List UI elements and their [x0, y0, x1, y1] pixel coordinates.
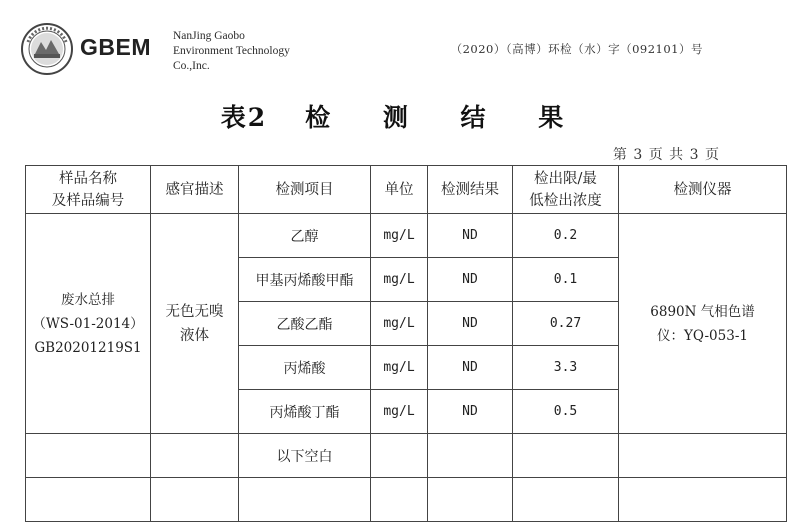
empty-cell — [513, 478, 619, 522]
document-title — [0, 98, 806, 134]
empty-cell — [428, 478, 513, 522]
page-info: 第 3 页 共 3 页 — [612, 147, 720, 163]
title-text: 检 测 结 果 — [305, 103, 586, 132]
unit-cell: mg/L — [371, 390, 428, 434]
company-seal-logo — [20, 22, 74, 76]
header-instrument: 检测仪器 — [619, 166, 787, 214]
empty-cell — [619, 434, 787, 478]
header-sample: 样品名称 及样品编号 — [26, 166, 151, 214]
header-unit: 单位 — [371, 166, 428, 214]
empty-cell — [151, 478, 239, 522]
unit-cell: mg/L — [371, 258, 428, 302]
empty-cell — [371, 434, 428, 478]
item-cell: 乙酸乙酯 — [239, 302, 371, 346]
empty-cell — [428, 434, 513, 478]
table-row-end-note — [26, 434, 787, 478]
header-item: 检测项目 — [239, 166, 371, 214]
empty-cell — [513, 434, 619, 478]
logo-text: GBEM — [80, 34, 151, 60]
empty-cell — [26, 434, 151, 478]
limit-cell: 0.2 — [513, 214, 619, 258]
result-cell: ND — [428, 390, 513, 434]
limit-cell: 0.1 — [513, 258, 619, 302]
table-header-row — [26, 166, 787, 214]
item-cell: 丙烯酸丁酯 — [239, 390, 371, 434]
empty-cell — [151, 434, 239, 478]
empty-cell — [26, 478, 151, 522]
instrument-cell: 6890N 气相色谱 仪：YQ-053-1 — [619, 214, 787, 434]
limit-cell: 3.3 — [513, 346, 619, 390]
company-name — [173, 29, 290, 74]
sample-code: （WS-01-2014） — [32, 315, 144, 332]
sensory-cell: 无色无嗅 液体 — [151, 214, 239, 434]
sample-code: GB20201219S1 — [34, 339, 142, 356]
header-limit: 检出限/最 低检出浓度 — [513, 166, 619, 214]
limit-cell: 0.27 — [513, 302, 619, 346]
item-cell: 乙醇 — [239, 214, 371, 258]
empty-cell — [371, 478, 428, 522]
empty-cell — [239, 478, 371, 522]
unit-cell: mg/L — [371, 214, 428, 258]
table-row — [26, 214, 787, 258]
sample-name: 废水总排 — [61, 291, 115, 308]
sample-cell — [26, 214, 151, 434]
results-table — [25, 165, 787, 522]
limit-cell: 0.5 — [513, 390, 619, 434]
result-cell: ND — [428, 258, 513, 302]
report-number: （2020）（高博）环检（水）字（092101）号 — [450, 42, 703, 56]
unit-cell: mg/L — [371, 302, 428, 346]
header-sensory: 感官描述 — [151, 166, 239, 214]
empty-cell — [619, 478, 787, 522]
item-cell: 丙烯酸 — [239, 346, 371, 390]
table-number: 表2 — [220, 103, 268, 132]
result-cell: ND — [428, 346, 513, 390]
end-note-cell: 以下空白 — [239, 434, 371, 478]
unit-cell: mg/L — [371, 346, 428, 390]
header-result: 检测结果 — [428, 166, 513, 214]
result-cell: ND — [428, 214, 513, 258]
result-cell: ND — [428, 302, 513, 346]
company-name-line: Co.,Inc. — [173, 60, 210, 72]
company-name-line: NanJing Gaobo — [173, 30, 245, 42]
company-name-line: Environment Technology — [173, 45, 290, 57]
table-row-blank — [26, 478, 787, 522]
item-cell: 甲基丙烯酸甲酯 — [239, 258, 371, 302]
